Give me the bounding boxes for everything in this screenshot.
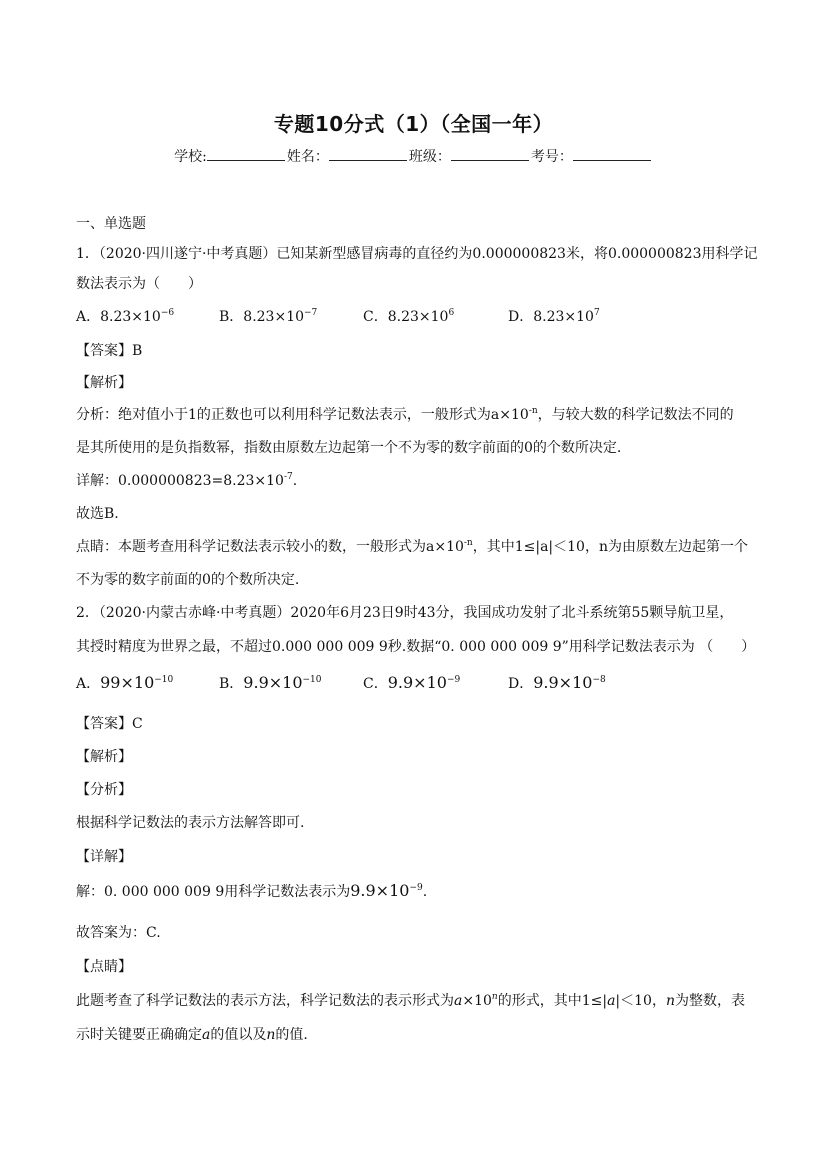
q1-analysis-line2: 是其所使用的是负指数幂，指数由原数左边起第一个不为零的数字前面的0的个数所决定. <box>76 440 622 456</box>
q2-analysis-heading: 【解析】 <box>76 749 132 765</box>
class-blank <box>451 148 529 161</box>
q1-option-c: C．$8.23\times 10^6$ <box>363 308 455 325</box>
name-blank <box>329 148 407 161</box>
q2-answer: 【答案】C <box>76 716 143 732</box>
q2-comment-line1: 此题考查了科学记数法的表示方法，科学记数法的表示形式为$a\times 10^n$的形式，其中1≤|a|＜10，n为整数，表 <box>76 992 745 1009</box>
q2-comment-line2: 示时关键要正确确定a的值以及n的值. <box>76 1027 308 1043</box>
student-info-line <box>0 146 827 166</box>
q2-stem-line2: 其授时精度为世界之最，不超过0.000 000 009 9秒.数据“0. 000 000 009 9”用科学记数法表示为 （ ） <box>76 639 756 655</box>
q2-fenxi-heading: 【分析】 <box>76 782 132 798</box>
q2-option-b: B．$9.9\times 10^{-10}$ <box>219 673 322 692</box>
q1-answer: 【答案】B <box>76 343 143 359</box>
q1-analysis-heading: 【解析】 <box>76 375 132 391</box>
q1-option-b: B．$8.23\times 10^{-7}$ <box>219 308 318 325</box>
q1-analysis-line1: 分析：绝对值小于1的正数也可以利用科学记数法表示，一般形式为$a\times 10^{-n}$，与较大数的科学记数法不同的 <box>76 406 734 423</box>
q1-choice: 故选B. <box>76 506 119 522</box>
q1-stem-line2: 数法表示为（ ） <box>76 276 202 292</box>
school-blank <box>207 148 285 161</box>
class-label: 班级： <box>408 149 451 165</box>
page-title: 专题10分式（1）（全国一年） <box>273 112 554 136</box>
q1-comment-line1: 点睛：本题考查用科学记数法表示较小的数，一般形式为$a\times 10^{-n}$，其中1≤|a|＜10，n为由原数左边起第一个 <box>76 538 748 555</box>
name-label: 姓名： <box>286 149 329 165</box>
q2-solution: 解：0. 000 000 009 9用科学记数法表示为$9.9\times 10^{-9}$. <box>76 881 428 900</box>
q2-option-a: A．$99\times 10^{-10}$ <box>76 673 174 692</box>
q2-fenxi-text: 根据科学记数法的表示方法解答即可. <box>76 815 305 831</box>
q2-choice: 故答案为：C. <box>76 925 161 941</box>
q1-option-d: D．$8.23\times 10^7$ <box>508 308 600 325</box>
exam-no-label: 考号： <box>530 149 573 165</box>
school-label: 学校: <box>174 149 207 165</box>
section-heading: 一、单选题 <box>76 216 146 232</box>
q1-comment-line2: 不为零的数字前面的0的个数所决定. <box>76 572 300 588</box>
q1-option-a: A．$8.23\times 10^{-6}$ <box>76 308 175 325</box>
q2-option-c: C．$9.9\times 10^{-9}$ <box>363 673 461 692</box>
q2-option-d: D．$9.9\times 10^{-8}$ <box>508 673 606 692</box>
q2-xiangjie-heading: 【详解】 <box>76 849 132 865</box>
q1-stem-line1: 1．（2020·四川遂宁·中考真题）已知某新型感冒病毒的直径约为0.000000823米，将0.000000823用科学记 <box>76 246 758 262</box>
q2-stem-line1: 2．（2020·内蒙古赤峰·中考真题）2020年6月23日9时43分，我国成功发射了北斗系统第55颗导航卫星， <box>76 605 734 621</box>
exam-no-blank <box>573 148 651 161</box>
q2-dianjing-heading: 【点睛】 <box>76 959 132 975</box>
q1-detail: 详解：$0.000000823=8.23\times 10^{-7}$. <box>76 472 298 489</box>
